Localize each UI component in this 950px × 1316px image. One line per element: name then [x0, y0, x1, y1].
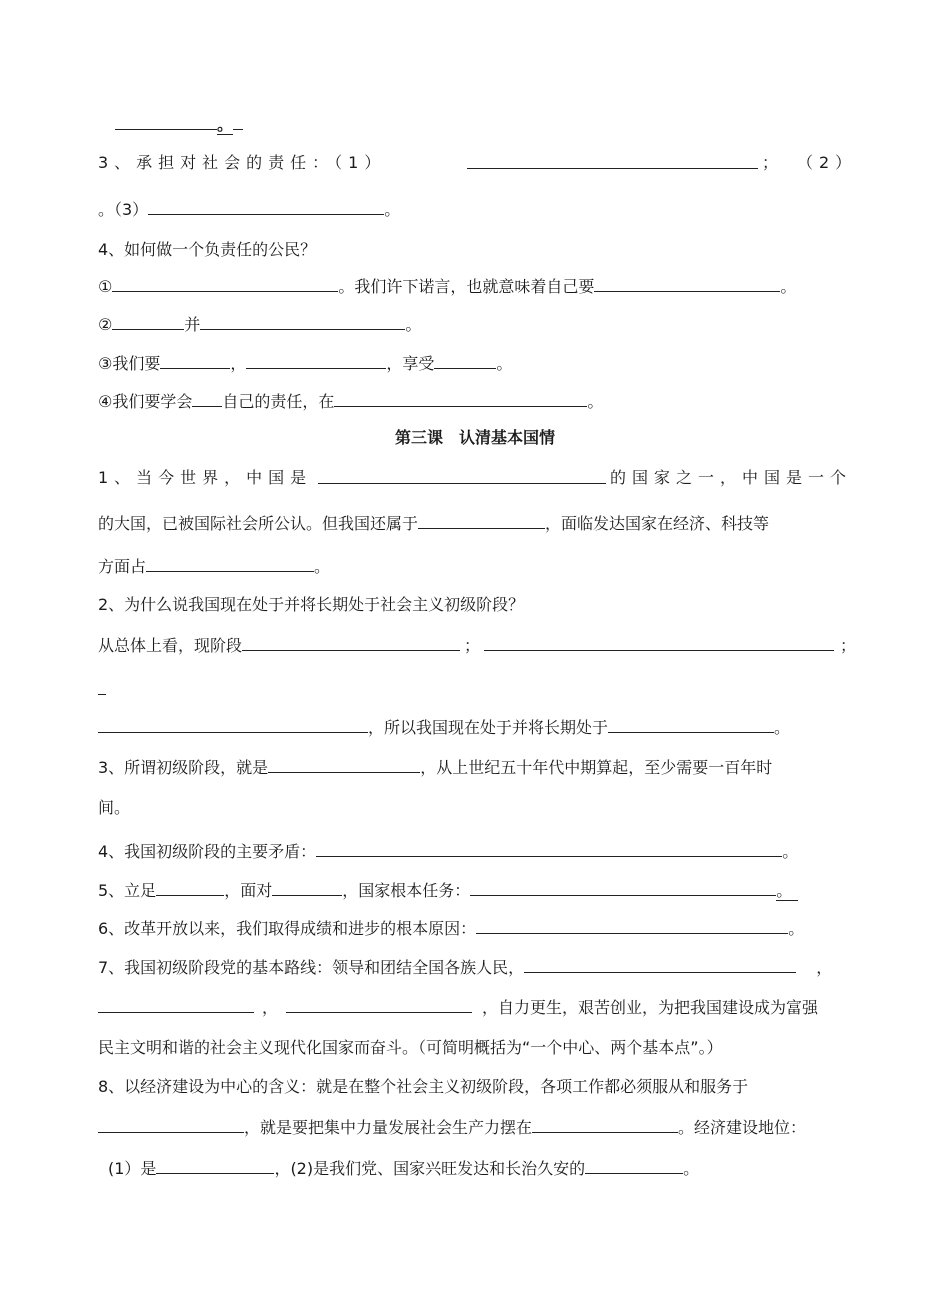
blank[interactable] — [156, 1157, 274, 1174]
l3-q3-line-2 — [98, 798, 130, 818]
blank[interactable] — [192, 390, 222, 407]
text: 5、立足 — [98, 881, 157, 900]
text: 。 — [780, 277, 797, 296]
text: ，所以我国现在处于并将长期处于 — [368, 718, 609, 737]
l3-q1-line-2 — [98, 512, 769, 534]
l3-q8-line-1 — [98, 1077, 748, 1097]
blank[interactable] — [242, 634, 460, 651]
text: ， — [262, 998, 279, 1017]
blank[interactable] — [98, 1116, 244, 1133]
blank[interactable] — [476, 917, 788, 934]
text: ④我们要学会 — [98, 392, 193, 411]
text: 。 — [405, 315, 422, 334]
blank[interactable] — [200, 313, 405, 330]
text: 。 — [496, 354, 513, 373]
blank[interactable] — [434, 352, 496, 369]
l3-q6 — [98, 917, 804, 939]
q3-p2 — [797, 153, 857, 173]
text: ③我们要 — [98, 354, 161, 373]
q4-r1 — [98, 275, 796, 297]
lesson-title: 第三课 认清基本国情 — [394, 428, 555, 447]
text: 民主文明和谐的社会主义现代化国家而奋斗。（可简明概括为“一个中心、两个基本点”。） — [98, 1038, 723, 1057]
blank[interactable] — [268, 756, 420, 773]
text: 。 — [217, 115, 234, 134]
blank[interactable] — [594, 275, 780, 292]
text: 。 — [384, 200, 401, 219]
q4-r4 — [98, 390, 603, 412]
l3-q2-title — [98, 595, 524, 615]
blank[interactable] — [608, 716, 774, 733]
text: 6、改革开放以来，我们取得成绩和进步的根本原因： — [98, 919, 477, 938]
text: 。经济建设地位： — [678, 1118, 807, 1137]
text: 。（3） — [98, 200, 149, 219]
blank[interactable] — [156, 879, 224, 896]
text: 。 — [776, 881, 798, 901]
l3-q5 — [98, 879, 798, 901]
text: ② — [98, 315, 113, 334]
text: ； — [464, 636, 481, 655]
q4-title — [98, 240, 316, 260]
text: 。 — [587, 392, 604, 411]
text: 。 — [683, 1159, 700, 1178]
text: 1、当今世界，中国是 — [98, 468, 313, 487]
text: 的国家之一，中国是一个 — [610, 468, 853, 487]
l3-q2-line-3 — [98, 716, 790, 738]
blank[interactable] — [524, 956, 796, 973]
l3-q7-line-3 — [98, 1038, 723, 1058]
blank[interactable] — [98, 996, 254, 1013]
q3-line-2 — [98, 198, 400, 220]
line-0 — [115, 113, 243, 135]
blank[interactable] — [334, 390, 587, 407]
text: ，从上世纪五十年代中期算起，至少需要一百年时 — [420, 758, 773, 777]
blank[interactable] — [98, 678, 106, 695]
q3-line-1 — [98, 153, 386, 173]
blank[interactable] — [467, 152, 758, 169]
text: 3、承担对社会的责任：（1） — [98, 153, 387, 172]
blank[interactable] — [585, 1157, 683, 1174]
text: ，就是要把集中力量发展社会生产力摆在 — [244, 1118, 533, 1137]
blank[interactable] — [286, 996, 472, 1013]
blank[interactable] — [532, 1116, 678, 1133]
text: 3、所谓初级阶段，就是 — [98, 758, 269, 777]
text: ， — [816, 958, 833, 977]
text: ，国家根本任务： — [342, 881, 471, 900]
l3-q8-line-2 — [98, 1116, 806, 1138]
blank[interactable] — [98, 716, 368, 733]
text: ； — [762, 153, 779, 172]
blank[interactable] — [115, 113, 217, 130]
text: ， — [230, 354, 247, 373]
blank[interactable] — [484, 634, 834, 651]
blank[interactable] — [246, 352, 386, 369]
text: ① — [98, 277, 113, 296]
l3-q1-line-1 — [98, 468, 312, 488]
text: 。 — [314, 557, 331, 576]
blank[interactable] — [418, 512, 545, 529]
text: 方面占 — [98, 557, 147, 576]
text: ，自力更生，艰苦创业，为把我国建设成为富强 — [482, 998, 819, 1017]
text: ，面对 — [224, 881, 273, 900]
text: 。 — [774, 718, 791, 737]
blank[interactable] — [146, 555, 314, 572]
blank[interactable] — [112, 275, 338, 292]
text: 。 — [782, 842, 799, 861]
text: 2、为什么说我国现在处于并将长期处于社会主义初级阶段？ — [98, 595, 525, 614]
blank[interactable] — [470, 879, 776, 896]
l3-q8-line-3 — [108, 1157, 699, 1179]
q4-r2 — [98, 313, 421, 335]
q4-r3 — [98, 352, 512, 374]
blank[interactable] — [272, 879, 342, 896]
text: 4、我国初级阶段的主要矛盾： — [98, 842, 317, 861]
l3-q7-line-2 — [98, 996, 818, 1018]
text: 。我们许下诺言，也就意味着自己要 — [338, 277, 595, 296]
text: ，(2)是我们党、国家兴旺发达和长治久安的 — [274, 1159, 586, 1178]
blank[interactable] — [233, 113, 243, 130]
text: ，享受 — [386, 354, 435, 373]
text: 从总体上看，现阶段 — [98, 636, 243, 655]
l3-q7-line-1 — [98, 956, 832, 978]
text: 自己的责任，在 — [222, 392, 335, 411]
l3-q4 — [98, 840, 798, 862]
blank[interactable] — [148, 198, 384, 215]
text: ，面临发达国家在经济、科技等 — [545, 514, 770, 533]
text: 间。 — [98, 798, 131, 817]
text: 。 — [788, 919, 805, 938]
l3-q3-line-1 — [98, 756, 772, 778]
l3-q1-line-1-tail — [610, 468, 852, 488]
text: 的大国，已被国际社会所公认。但我国还属于 — [98, 514, 419, 533]
text: 8、以经济建设为中心的含义：就是在整个社会主义初级阶段，各项工作都必须服从和服务于 — [98, 1077, 749, 1096]
blank[interactable] — [160, 352, 230, 369]
l3-q2-line-2 — [98, 634, 856, 656]
text: 7、我国初级阶段党的基本路线：领导和团结全国各族人民， — [98, 958, 525, 977]
text: 并 — [184, 315, 201, 334]
blank[interactable] — [112, 313, 184, 330]
q3-sep — [762, 153, 778, 173]
text: ； — [840, 636, 857, 655]
text: 4、如何做一个负责任的公民？ — [98, 240, 317, 259]
l3-q1-line-3 — [98, 555, 330, 577]
blank[interactable] — [316, 840, 782, 857]
text: (1）是 — [108, 1159, 157, 1178]
text: （2） — [797, 153, 858, 172]
blank[interactable] — [318, 467, 606, 484]
